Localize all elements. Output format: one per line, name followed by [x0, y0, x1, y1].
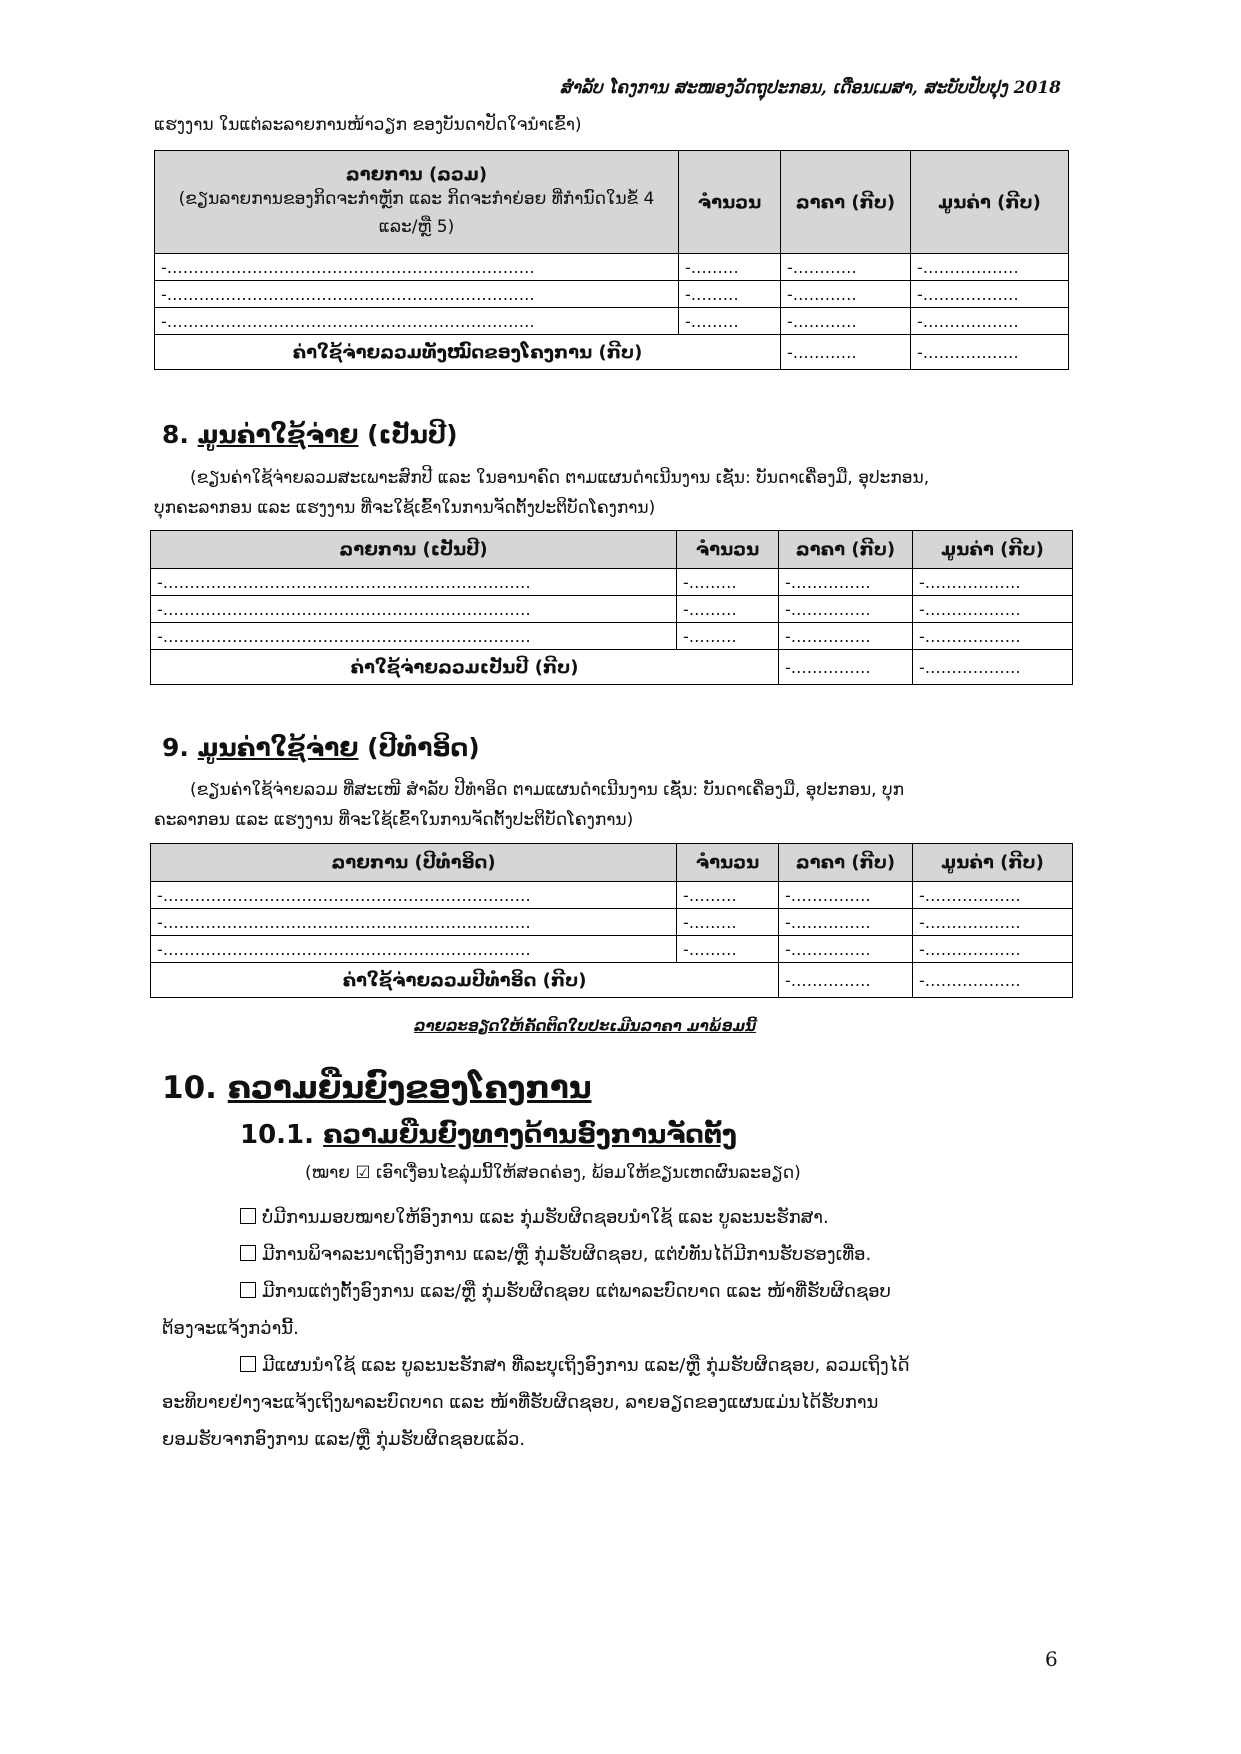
section-9-heading: 9. ມູນຄ່າໃຊ້ຈ່າຍ (ປີທໍາອິດ) [162, 733, 480, 762]
quantity-cell[interactable]: -……… [677, 569, 779, 596]
total-value-cell[interactable]: -……………… [913, 963, 1073, 998]
total-label: ຄ່າໃຊ້ຈ່າຍລວມເປັນປີ (ກີບ) [151, 650, 779, 685]
price-cell[interactable]: -…………… [779, 596, 913, 623]
value-cell[interactable]: -……………… [911, 308, 1069, 335]
attachment-note: ລາຍລະອຽດໃຫ້ຄັດຕິດໃບປະເມີນລາຄາ ມາພ້ອມນີ້ [414, 1017, 757, 1035]
page-number: 6 [1045, 1647, 1058, 1671]
total-row [151, 963, 1073, 998]
section-8-desc-line-1: (ຂຽນຄ່າໃຊ້ຈ່າຍລວມສະເພາະສົກປີ ແລະ ໃນອານາຄົດ ຕາມແຜນດໍາເນີນງານ ເຊັ່ນ: ບັນດາເຄື່ອງມື, ອຸປະກອນ, [190, 468, 930, 488]
total-price-cell[interactable]: -…………… [779, 963, 913, 998]
quantity-cell[interactable]: -……… [677, 596, 779, 623]
total-value-cell[interactable]: -……………… [913, 650, 1073, 685]
column-header-quantity: ຈໍານວນ [679, 151, 781, 254]
checkbox-4[interactable] [240, 1356, 256, 1372]
total-label: ຄ່າໃຊ້ຈ່າຍລວມທັງໝົດຂອງໂຄງການ (ກີບ) [155, 335, 781, 370]
item-cell[interactable]: -…………………………………………………………… [151, 596, 677, 623]
price-cell[interactable]: -…………… [779, 936, 913, 963]
column-header-price: ລາຄາ (ກີບ) [779, 531, 913, 569]
price-cell[interactable]: -…………… [779, 909, 913, 936]
intro-line: ແຮງງານ ໃນແຕ່ລະລາຍການໜ້າວຽກ ຂອງບັນດາປັດໃຈນໍາເຂົ້າ) [154, 115, 582, 135]
option-1: ບໍ່ມີການມອບໝາຍໃຫ້ອົງການ ແລະ ກຸ່ມຮັບຜິດຊອບນໍາໃຊ້ ແລະ ບູລະນະຮັກສາ. [240, 1200, 829, 1236]
value-cell[interactable]: -……………… [913, 623, 1073, 650]
value-cell[interactable]: -……………… [913, 596, 1073, 623]
price-cell[interactable]: -………… [781, 254, 911, 281]
option-4-line-3: ຍອມຮັບຈາກອົງການ ແລະ/ຫຼື ກຸ່ມຮັບຜິດຊອບແລ້ວ. [162, 1429, 526, 1450]
checkbox-instruction: (ໝາຍ ☑ ເອົາເງື່ອນໄຂລຸ່ມນີ້ໃຫ້ສອດຄ່ອງ, ພ້ອມໃຫ້ຂຽນເຫດຜົນລະອຽດ) [305, 1163, 801, 1183]
section-10-1-heading: 10.1. ຄວາມຍືນຍົງທາງດ້ານອົງການຈັດຕັ້ງ [240, 1120, 737, 1150]
column-header-value: ມູນຄ່າ (ກີບ) [913, 844, 1073, 882]
total-price-cell[interactable]: -…………… [779, 650, 913, 685]
section-8-heading: 8. ມູນຄ່າໃຊ້ຈ່າຍ (ເປັນປີ) [162, 420, 458, 449]
option-4: ມີແຜນນໍາໃຊ້ ແລະ ບູລະນະຮັກສາ ທີ່ລະບຸເຖິງອົງການ ແລະ/ຫຼື ກຸ່ມຮັບຜິດຊອບ, ລວມເຖິງໄດ້ [240, 1348, 910, 1384]
column-header-quantity: ຈໍານວນ [677, 844, 779, 882]
option-4-line-2: ອະທິບາຍຢ່າງຈະແຈ້ງເຖິງພາລະບົດບາດ ແລະ ໜ້າທີ່ຮັບຜິດຊອບ, ລາຍອຽດຂອງແຜນແມ່ນໄດ້ຮັບການ [162, 1392, 879, 1413]
option-2: ມີການພິຈາລະນາເຖິງອົງການ ແລະ/ຫຼື ກຸ່ມຮັບຜິດຊອບ, ແຕ່ບໍ່ທັນໄດ້ມີການຮັບຮອງເທື່ອ. [240, 1237, 871, 1273]
quantity-cell[interactable]: -……… [677, 882, 779, 909]
column-header-value: ມູນຄ່າ (ກີບ) [911, 151, 1069, 254]
price-cell[interactable]: -………… [781, 281, 911, 308]
table-row [151, 623, 1073, 650]
value-cell[interactable]: -……………… [913, 882, 1073, 909]
value-cell[interactable]: -……………… [913, 936, 1073, 963]
value-cell[interactable]: -……………… [913, 569, 1073, 596]
quantity-cell[interactable]: -……… [679, 308, 781, 335]
checkbox-3[interactable] [240, 1282, 256, 1298]
table-row [151, 569, 1073, 596]
item-cell[interactable]: -…………………………………………………………… [155, 281, 679, 308]
column-header-quantity: ຈໍານວນ [677, 531, 779, 569]
total-cost-table [154, 150, 1069, 370]
item-cell[interactable]: -…………………………………………………………… [151, 569, 677, 596]
quantity-cell[interactable]: -……… [679, 254, 781, 281]
option-3-line-2: ຕ້ອງຈະແຈ້ງກວ່ານີ້. [162, 1318, 299, 1339]
item-cell[interactable]: -…………………………………………………………… [155, 254, 679, 281]
table-row [151, 936, 1073, 963]
option-3: ມີການແຕ່ງຕັ້ງອົງການ ແລະ/ຫຼື ກຸ່ມຮັບຜິດຊອບ ແຕ່ພາລະບົດບາດ ແລະ ໜ້າທີ່ຮັບຜິດຊອບ [240, 1274, 891, 1310]
item-cell[interactable]: -…………………………………………………………… [151, 623, 677, 650]
table-row [151, 882, 1073, 909]
first-year-cost-table [150, 843, 1073, 998]
item-cell[interactable]: -…………………………………………………………… [151, 909, 677, 936]
price-cell[interactable]: -…………… [779, 569, 913, 596]
table-row [155, 281, 1069, 308]
total-value-cell[interactable]: -……………… [911, 335, 1069, 370]
section-8-desc-line-2: ບຸກຄະລາກອນ ແລະ ແຮງງານ ທີ່ຈະໃຊ້ເຂົ້າໃນການຈັດຕັ້ງປະຕິບັດໂຄງການ) [154, 498, 656, 518]
quantity-cell[interactable]: -……… [679, 281, 781, 308]
column-header-price: ລາຄາ (ກີບ) [779, 844, 913, 882]
page-header: ສໍາລັບ ໂຄງການ ສະໜອງວັດຖຸປະກອນ, ເດືອນເມສາ, ສະບັບປັບປຸງ 2018 [559, 78, 1061, 98]
annual-cost-table [150, 530, 1073, 685]
quantity-cell[interactable]: -……… [677, 936, 779, 963]
column-header-item: ລາຍການ (ລວມ) (ຂຽນລາຍການຂອງກິດຈະກໍາຫຼັກ ແລະ ກິດຈະກໍາຍ່ອຍ ທີ່ກໍານົດໃນຂໍ້ 4 ແລະ/ຫຼື 5) [155, 151, 679, 254]
column-header-price: ລາຄາ (ກີບ) [781, 151, 911, 254]
price-cell[interactable]: -………… [781, 308, 911, 335]
value-cell[interactable]: -……………… [911, 281, 1069, 308]
section-9-desc-line-1: (ຂຽນຄ່າໃຊ້ຈ່າຍລວມ ທີ່ສະເໜີ ສໍາລັບ ປີທໍາອິດ ຕາມແຜນດໍາເນີນງານ ເຊັ່ນ: ບັນດາເຄື່ອງມື, ອຸປະກອນ, ບຸກ [190, 780, 905, 800]
item-cell[interactable]: -…………………………………………………………… [151, 936, 677, 963]
table-row [155, 308, 1069, 335]
value-cell[interactable]: -……………… [913, 909, 1073, 936]
section-9-desc-line-2: ຄະລາກອນ ແລະ ແຮງງານ ທີ່ຈະໃຊ້ເຂົ້າໃນການຈັດຕັ້ງປະຕິບັດໂຄງການ) [154, 810, 634, 830]
section-10-heading: 10. ຄວາມຍືນຍົງຂອງໂຄງການ [162, 1070, 592, 1106]
item-cell[interactable]: -…………………………………………………………… [155, 308, 679, 335]
column-header-item: ລາຍການ (ເປັນປີ) [151, 531, 677, 569]
checkbox-2[interactable] [240, 1245, 256, 1261]
total-row [155, 335, 1069, 370]
value-cell[interactable]: -……………… [911, 254, 1069, 281]
table-row [151, 596, 1073, 623]
price-cell[interactable]: -…………… [779, 882, 913, 909]
quantity-cell[interactable]: -……… [677, 909, 779, 936]
item-cell[interactable]: -…………………………………………………………… [151, 882, 677, 909]
column-header-value: ມູນຄ່າ (ກີບ) [913, 531, 1073, 569]
price-cell[interactable]: -…………… [779, 623, 913, 650]
quantity-cell[interactable]: -……… [677, 623, 779, 650]
total-row [151, 650, 1073, 685]
column-header-item: ລາຍການ (ປີທໍາອິດ) [151, 844, 677, 882]
checkbox-1[interactable] [240, 1208, 256, 1224]
table-row [151, 909, 1073, 936]
total-price-cell[interactable]: -………… [781, 335, 911, 370]
total-label: ຄ່າໃຊ້ຈ່າຍລວມປີທໍາອິດ (ກີບ) [151, 963, 779, 998]
table-row [155, 254, 1069, 281]
